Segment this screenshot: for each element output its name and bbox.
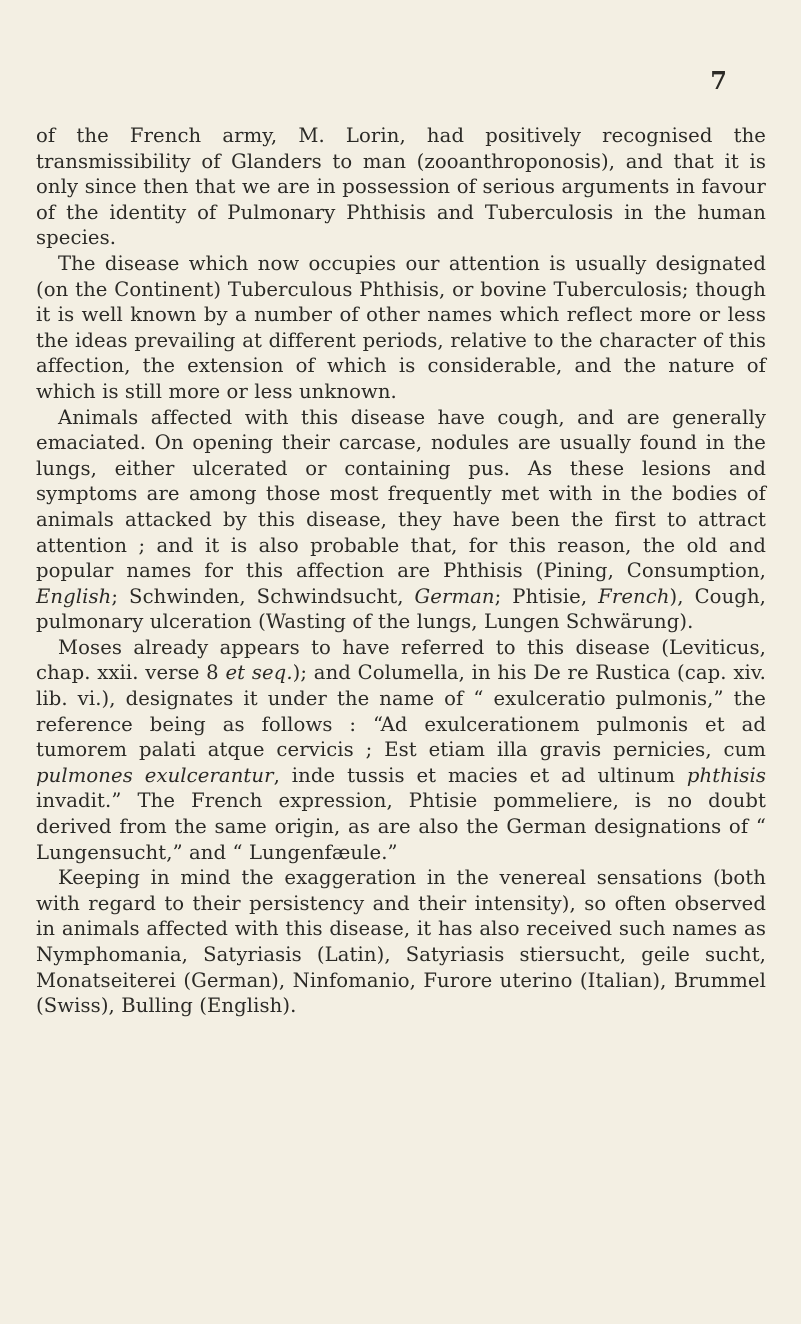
text-span: ); and Columella, in his De re Rustica (cap. xiv. lib. vi.), designates it under the name of “ exulceratio pulmonis,” the reference being as follows : “Ad exulcerationem pulmonis et ad tumorem palati atque cervicis ; Est etiam illa gravis pernicies, cum [36, 661, 767, 762]
text-span: Moses already appears to have referred to this disease (Leviticus, chap. xxii. verse 8 [36, 635, 766, 685]
italic-span: French [598, 584, 670, 608]
italic-span: pulmones exulcerantur [36, 763, 274, 787]
italic-span: et seq. [225, 661, 293, 685]
text-span: invadit.” The French expression, Phtisie pommeliere, is no doubt derived from the same origin, as are also the German designations of “ Lungensucht,” and “ Lungenfæule.” [36, 789, 766, 864]
paragraph [36, 405, 766, 635]
page-number: 7 [710, 66, 727, 95]
paragraph [36, 251, 766, 405]
text-span: Animals affected with this disease have cough, and are generally emaciated. On opening their carcase, nodules are usually found in the lungs, either ulcerated or containing pus. As these lesions and symptoms are among those most frequently met with in the bodies of animals attacked by this disease, they have been the first to attract attention ; and it is also probable that, for this reason, the old and popular names for this affection are Phthisis (Pining, Consumption, [36, 405, 766, 583]
text-span: Keeping in mind the exaggeration in the venereal sensations (both with regard to their persistency and their intensity), so often observed in animals affected with this disease, it has also received such names as Nymphomania, Satyriasis (Latin), Satyriasis stiersucht, geile sucht, Monatseiterei (German), Ninfomanio, Furore uterino (Italian), Brummel (Swiss), Bulling (English). [36, 866, 766, 1018]
italic-span: English [36, 584, 112, 608]
italic-span: German [414, 584, 495, 608]
text-span: of the French army, M. Lorin, had positively recognised the transmissibility of Glanders to man (zooanthroponosis), and that it is only since then that we are in possession of serious arguments in favour of the identity of Pulmonary Phthisis and Tuberculosis in the human species. [36, 124, 766, 250]
italic-span: phthisis [686, 763, 766, 787]
text-span: , inde tussis et macies et ad ultinum [273, 763, 687, 787]
text-span: ), Cough, pulmonary ulceration (Wasting of the lungs, Lungen Schwärung). [36, 584, 766, 634]
paragraph [36, 635, 766, 865]
paragraph [36, 865, 766, 1019]
text-span: ; Schwinden, Schwindsucht, [111, 584, 415, 608]
text-span: The disease which now occupies our attention is usually designated (on the Continent) Tuberculous Phthisis, or bovine Tuberculosis; though it is well known by a number of other names which reflect more or less the ideas prevailing at different periods, relative to the character of this affection, the extension of which is considerable, and the nature of which is still more or less unknown. [36, 251, 766, 403]
page-body-text [36, 123, 766, 1019]
text-span: ; Phtisie, [494, 584, 599, 608]
paragraph [36, 123, 766, 251]
